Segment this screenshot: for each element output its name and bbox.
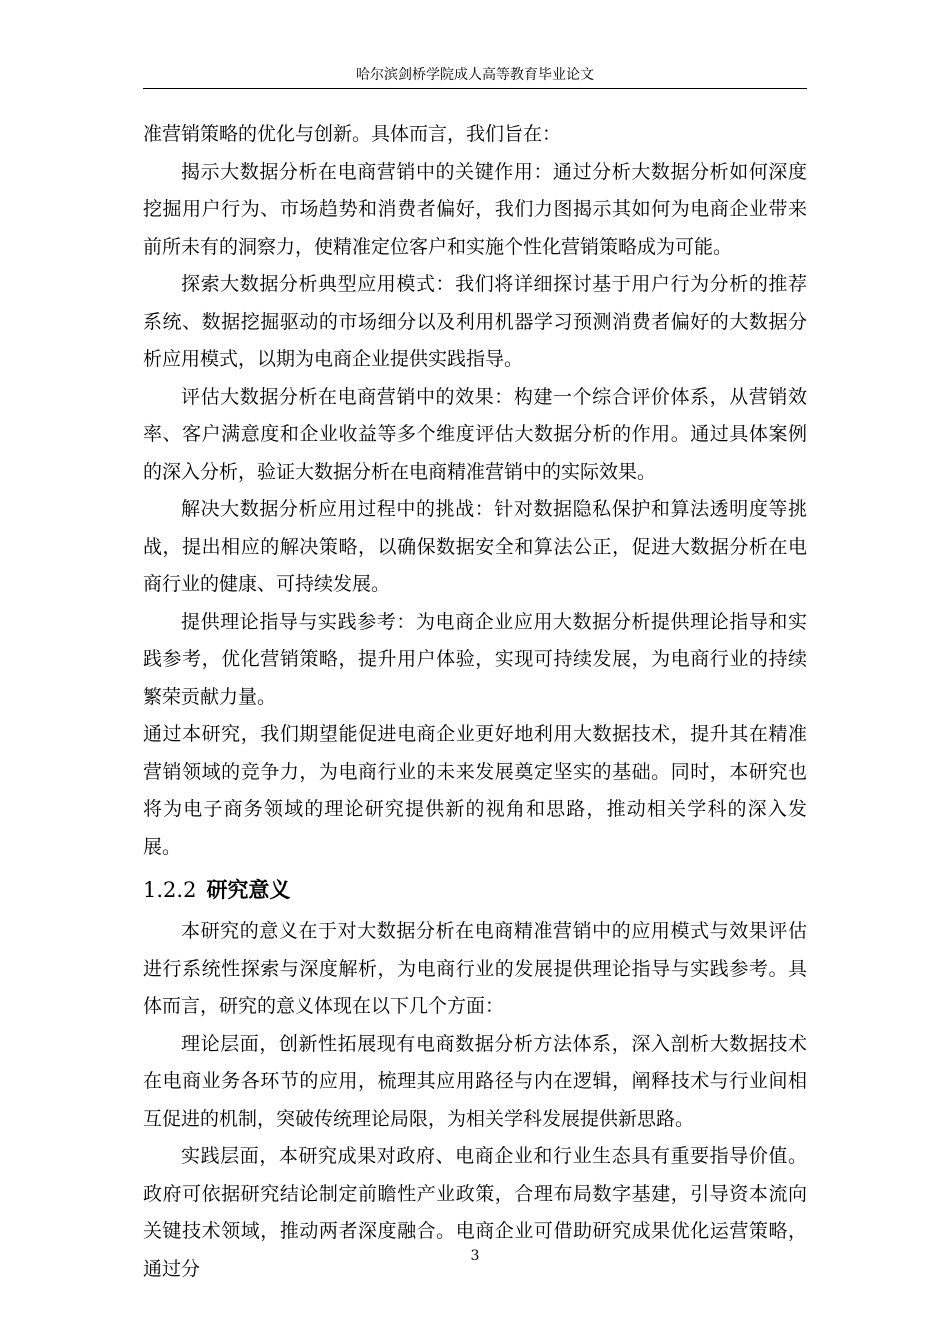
paragraph: 本研究的意义在于对大数据分析在电商精准营销中的应用模式与效果评估进行系统性探索与深度解析，为电商行业的发展提供理论指导与实践参考。具体而言，研究的意义体现在以下几个方面：: [143, 920, 807, 1017]
page-header: 哈尔滨剑桥学院成人高等教育毕业论文: [356, 67, 594, 83]
section-heading: [143, 866, 807, 913]
paragraph: 提供理论指导与实践参考：为电商企业应用大数据分析提供理论指导和实践参考，优化营销策略，提升用户体验，实现可持续发展，为电商行业的持续繁荣贡献力量。: [143, 610, 807, 708]
paragraph: 通过本研究，我们期望能促进电商企业更好地利用大数据技术，提升其在精准营销领域的竞争力，为电商行业的未来发展奠定坚实的基础。同时，本研究也将为电子商务领域的理论研究提供新的视角和思路，推动相关学科的深入发展。: [143, 723, 807, 858]
paragraph: 揭示大数据分析在电商营销中的关键作用：通过分析大数据分析如何深度挖掘用户行为、市场趋势和消费者偏好，我们力图揭示其如何为电商企业带来前所未有的洞察力，使精准定位客户和实施个性化营销策略成为可能。: [143, 160, 807, 258]
page-number: 3: [470, 1248, 480, 1264]
header-rule: [143, 88, 807, 89]
paragraph: 理论层面，创新性拓展现有电商数据分析方法体系，深入剖析大数据技术在电商业务各环节的应用，梳理其应用路径与内在逻辑，阐释技术与行业间相互促进的机制，突破传统理论局限，为相关学科发展提供新思路。: [143, 1032, 807, 1130]
section-number: 1.2.2: [143, 878, 197, 902]
paragraph: 评估大数据分析在电商营销中的效果：构建一个综合评价体系，从营销效率、客户满意度和企业收益等多个维度评估大数据分析的作用。通过具体案例的深入分析，验证大数据分析在电商精准营销中的实际效果。: [143, 385, 807, 483]
paragraph: 探索大数据分析典型应用模式：我们将详细探讨基于用户行为分析的推荐系统、数据挖掘驱动的市场细分以及利用机器学习预测消费者偏好的大数据分析应用模式，以期为电商企业提供实践指导。: [143, 273, 807, 370]
document-body: [143, 116, 807, 1288]
paragraph: 实践层面，本研究成果对政府、电商企业和行业生态具有重要指导价值。政府可依据研究结论制定前瞻性产业政策，合理布局数字基建，引导资本流向关键技术领域，推动两者深度融合。电商企业可借助研究成果优化运营策略，通过分: [143, 1145, 807, 1280]
paragraph: 解决大数据分析应用过程中的挑战：针对数据隐私保护和算法透明度等挑战，提出相应的解决策略，以确保数据安全和算法公正，促进大数据分析在电商行业的健康、可持续发展。: [143, 498, 807, 595]
section-title: 研究意义: [206, 878, 291, 902]
paragraph: 准营销策略的优化与创新。具体而言，我们旨在：: [143, 123, 562, 145]
